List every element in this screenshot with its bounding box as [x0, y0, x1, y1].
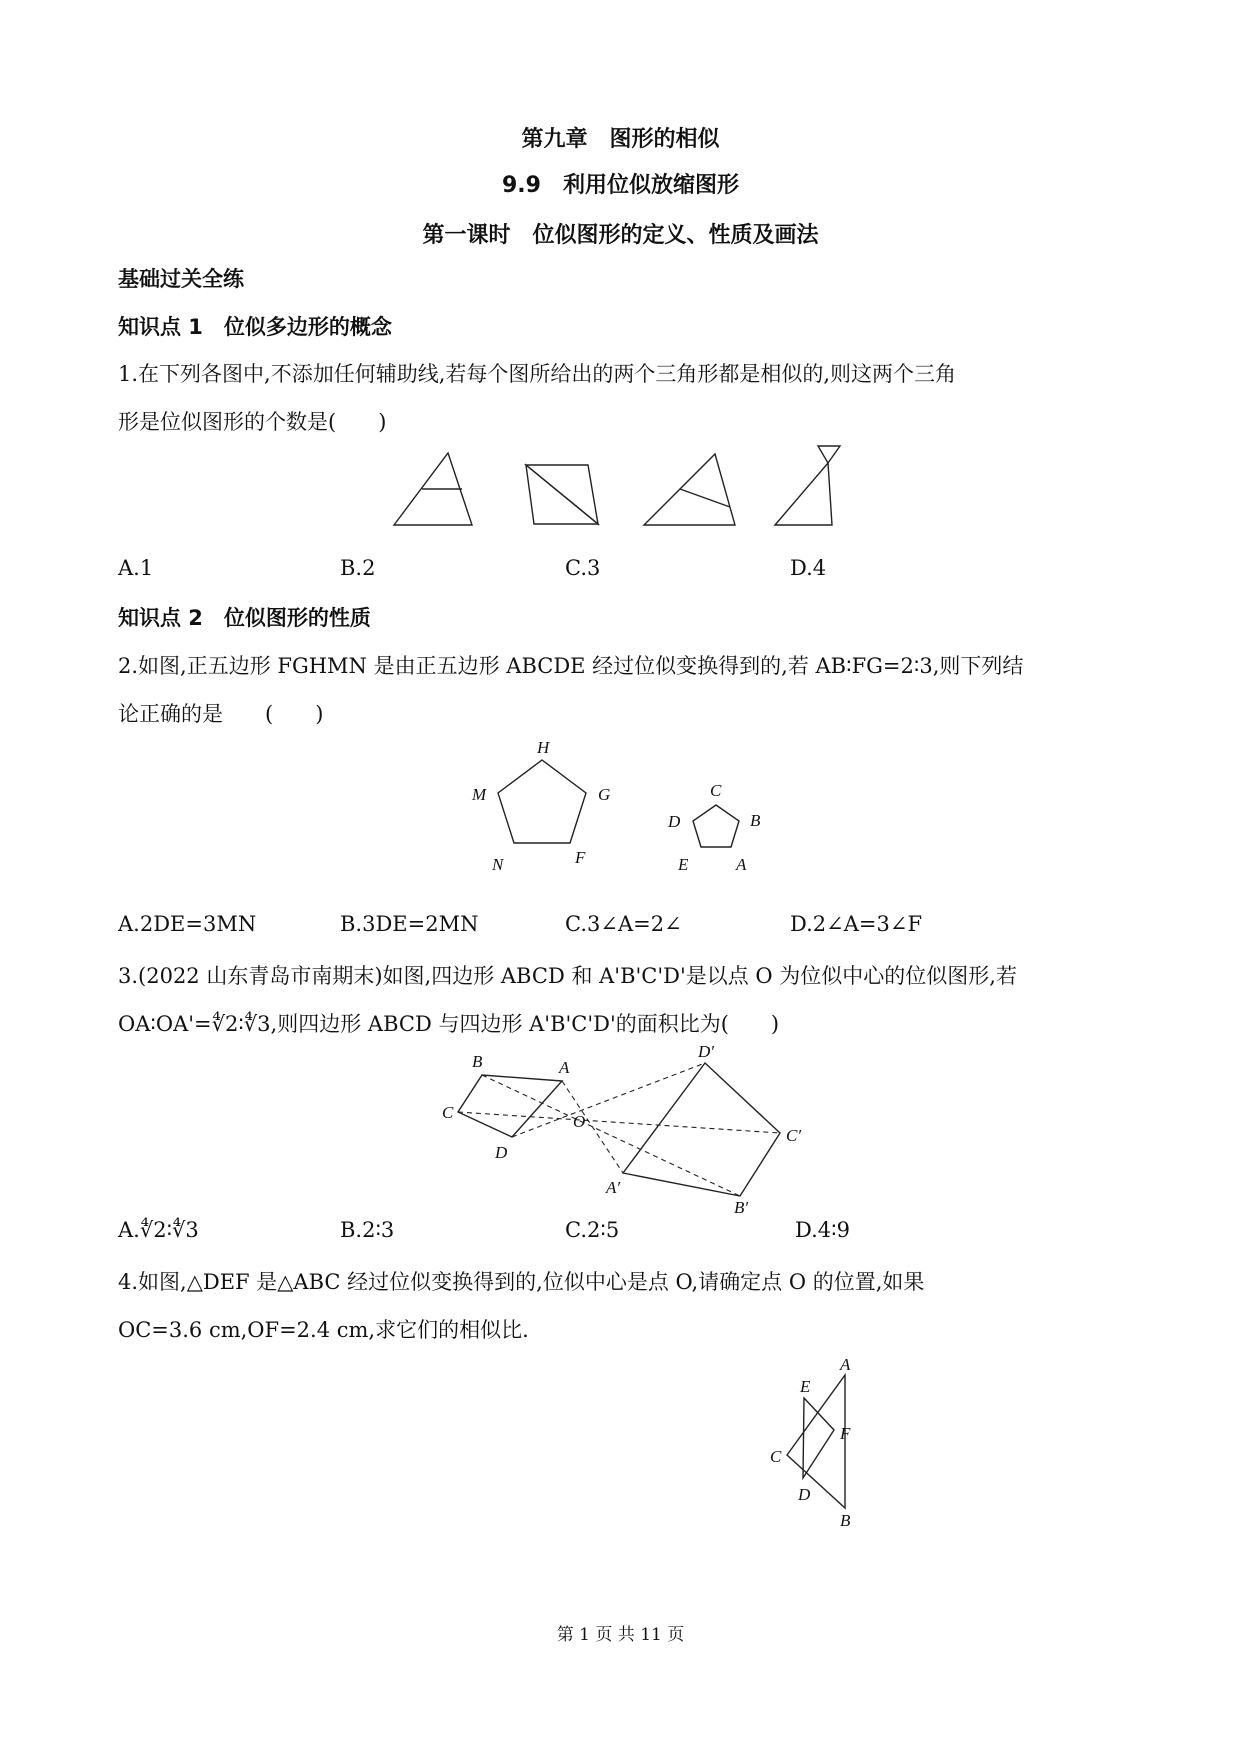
q2-option-d: D.2∠A=3∠F	[790, 912, 923, 936]
label-b: B	[840, 1511, 851, 1530]
q1-option-c: C.3	[565, 556, 601, 580]
q2-stem-line1: 2.如图,正五边形 FGHMN 是由正五边形 ABCDE 经过位似变换得到的,若 AB∶FG=2∶3,则下列结	[118, 654, 1024, 678]
label-h: H	[537, 738, 550, 757]
big-pentagon	[498, 760, 586, 843]
label-a-prime: A′	[606, 1178, 621, 1197]
q1-figure-3	[644, 454, 735, 525]
label-e: E	[800, 1377, 811, 1396]
label-c: C	[442, 1103, 454, 1122]
q3-option-b: B.2∶3	[340, 1218, 395, 1242]
q4-triangles	[770, 1350, 970, 1530]
q1-figure-1	[394, 453, 472, 525]
q1-option-d: D.4	[790, 556, 827, 580]
label-d: D	[798, 1485, 811, 1504]
q1-stem-line2: 形是位似图形的个数是( )	[118, 410, 387, 434]
label-f: F	[575, 848, 586, 867]
chapter-title: 第九章 图形的相似	[521, 127, 720, 152]
label-d: D	[668, 812, 681, 831]
q1-figure-2	[526, 465, 598, 524]
triangle-abc	[787, 1375, 845, 1508]
label-a: A	[736, 855, 747, 874]
label-c: C	[770, 1447, 782, 1466]
q1-stem-line1: 1.在下列各图中,不添加任何辅助线,若每个图所给出的两个三角形都是相似的,则这两个三角	[118, 362, 957, 386]
q4-stem-line2: OC=3.6 cm,OF=2.4 cm,求它们的相似比.	[118, 1318, 529, 1342]
q2-option-b: B.3DE=2MN	[340, 912, 479, 936]
label-b-prime: B′	[734, 1198, 749, 1217]
q3-option-a: A.∜2∶∜3	[118, 1218, 199, 1242]
label-o: O	[573, 1112, 586, 1131]
q2-option-c: C.3∠A=2∠	[565, 912, 682, 936]
label-a: A	[559, 1058, 570, 1077]
label-n: N	[492, 855, 504, 874]
small-pentagon	[693, 805, 739, 847]
label-a: A	[840, 1355, 851, 1374]
part-title: 基础过关全练	[118, 267, 244, 291]
label-b: B	[472, 1052, 483, 1071]
q2-stem-line2: 论正确的是 ( )	[118, 702, 324, 726]
label-g: G	[598, 785, 611, 804]
q3-option-c: C.2∶5	[565, 1218, 620, 1242]
q1-figures	[380, 440, 860, 540]
lesson-title: 第一课时 位似图形的定义、性质及画法	[422, 223, 819, 248]
quad-abcd	[458, 1075, 562, 1137]
q4-stem-line1: 4.如图,△DEF 是△ABC 经过位似变换得到的,位似中心是点 O,请确定点 O 的位置,如果	[118, 1270, 925, 1294]
quad-a1b1c1d1	[623, 1063, 780, 1196]
q3-stem-line2: OA∶OA'=∜2∶∜3,则四边形 ABCD 与四边形 A'B'C'D'的面积比为( )	[118, 1012, 780, 1036]
q3-option-d: D.4∶9	[795, 1218, 850, 1242]
label-c: C	[710, 781, 722, 800]
page-footer: 第 1 页 共 11 页	[556, 1625, 685, 1645]
q3-stem-line1: 3.(2022 山东青岛市南期末)如图,四边形 ABCD 和 A'B'C'D'是以点 O 为位似中心的位似图形,若	[118, 964, 1017, 988]
q1-option-b: B.2	[340, 556, 376, 580]
q3-homothety-figure	[430, 1042, 830, 1217]
label-d: D	[495, 1143, 508, 1162]
section-title: 9.9 利用位似放缩图形	[502, 173, 739, 198]
label-b: B	[750, 811, 761, 830]
knowledge-point-1-title: 知识点 1 位似多边形的概念	[118, 315, 392, 339]
q1-figure-4	[775, 446, 840, 525]
label-d-prime: D′	[698, 1042, 714, 1061]
label-f: F	[840, 1424, 851, 1443]
q2-option-a: A.2DE=3MN	[118, 912, 257, 936]
knowledge-point-2-title: 知识点 2 位似图形的性质	[118, 606, 371, 630]
q1-option-a: A.1	[118, 556, 154, 580]
label-m: M	[472, 785, 487, 804]
label-e: E	[678, 855, 689, 874]
triangle-def	[803, 1398, 834, 1478]
q2-pentagons	[460, 735, 800, 885]
label-c-prime: C′	[786, 1126, 802, 1145]
